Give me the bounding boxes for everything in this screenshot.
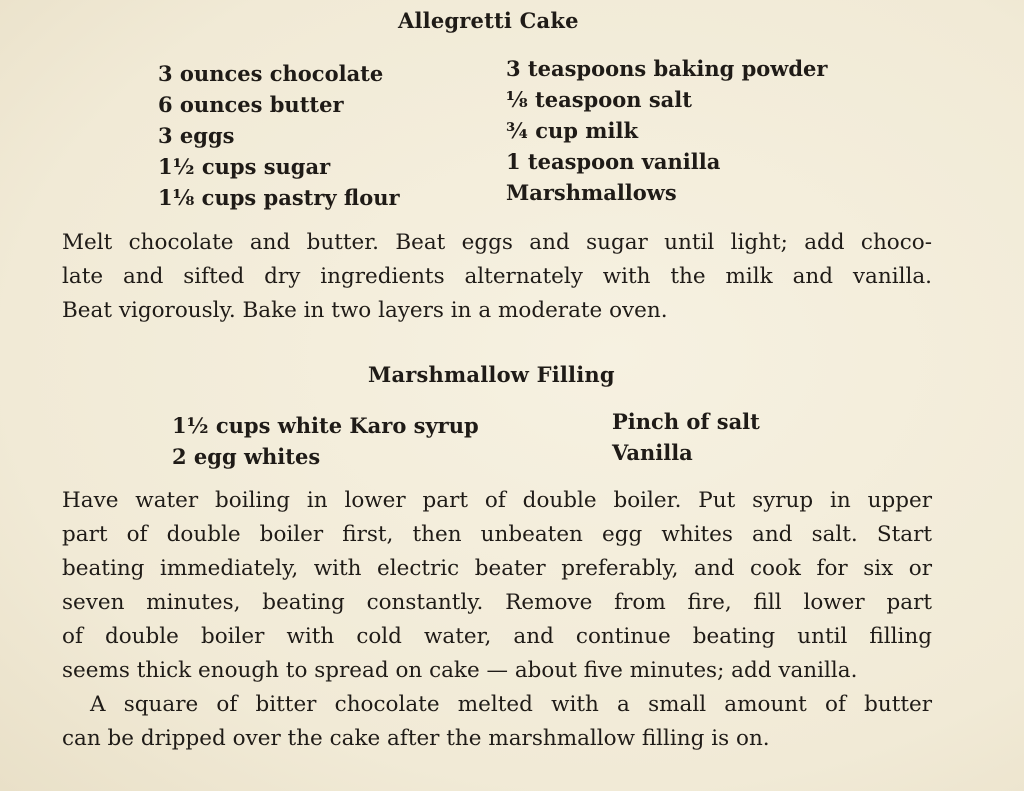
cake-ingredients-left <box>158 58 400 213</box>
cake-ingredients-right <box>506 53 827 208</box>
ingredient: 3 eggs <box>158 123 235 148</box>
filling-title: Marshmallow Filling <box>368 362 615 387</box>
ingredient: Pinch of salt <box>612 409 760 434</box>
method-line: Melt chocolate and butter. Beat eggs and sugar until light; add choco- <box>62 230 932 255</box>
ingredient: 1½ cups sugar <box>158 154 331 179</box>
ingredient: 6 ounces butter <box>158 92 344 117</box>
method-line: late and sifted dry ingredients alternately with the milk and vanilla. <box>62 264 932 289</box>
method-line: of double boiler with cold water, and continue beating until filling <box>62 624 932 649</box>
method-line: seven minutes, beating constantly. Remove from fire, fill lower part <box>62 590 932 615</box>
method-line: Have water boiling in lower part of double boiler. Put syrup in upper <box>62 488 932 513</box>
cake-title: Allegretti Cake <box>398 8 579 33</box>
cake-method <box>62 226 932 328</box>
method-line: A square of bitter chocolate melted with a small amount of butter <box>90 692 932 717</box>
ingredient: 3 ounces chocolate <box>158 61 384 86</box>
filling-method <box>62 484 932 756</box>
filling-ingredients-right <box>612 406 760 468</box>
ingredient: 2 egg whites <box>172 444 321 469</box>
ingredient: 3 teaspoons baking powder <box>506 56 828 81</box>
ingredient: ¾ cup milk <box>506 118 638 143</box>
filling-ingredients-left <box>172 410 479 472</box>
ingredient: 1 teaspoon vanilla <box>506 149 721 174</box>
method-line: beating immediately, with electric beater preferably, and cook for six or <box>62 556 932 581</box>
ingredient: Vanilla <box>612 440 693 465</box>
method-line: part of double boiler first, then unbeaten egg whites and salt. Start <box>62 522 932 547</box>
method-line: Beat vigorously. Bake in two layers in a moderate oven. <box>62 298 668 323</box>
ingredient: 1½ cups white Karo syrup <box>172 413 479 438</box>
method-line: can be dripped over the cake after the marshmallow filling is on. <box>62 726 770 751</box>
ingredient: Marshmallows <box>506 180 677 205</box>
method-line: seems thick enough to spread on cake — about five minutes; add vanilla. <box>62 658 858 683</box>
ingredient: 1⅛ cups pastry flour <box>158 185 400 210</box>
ingredient: ⅛ teaspoon salt <box>506 87 692 112</box>
